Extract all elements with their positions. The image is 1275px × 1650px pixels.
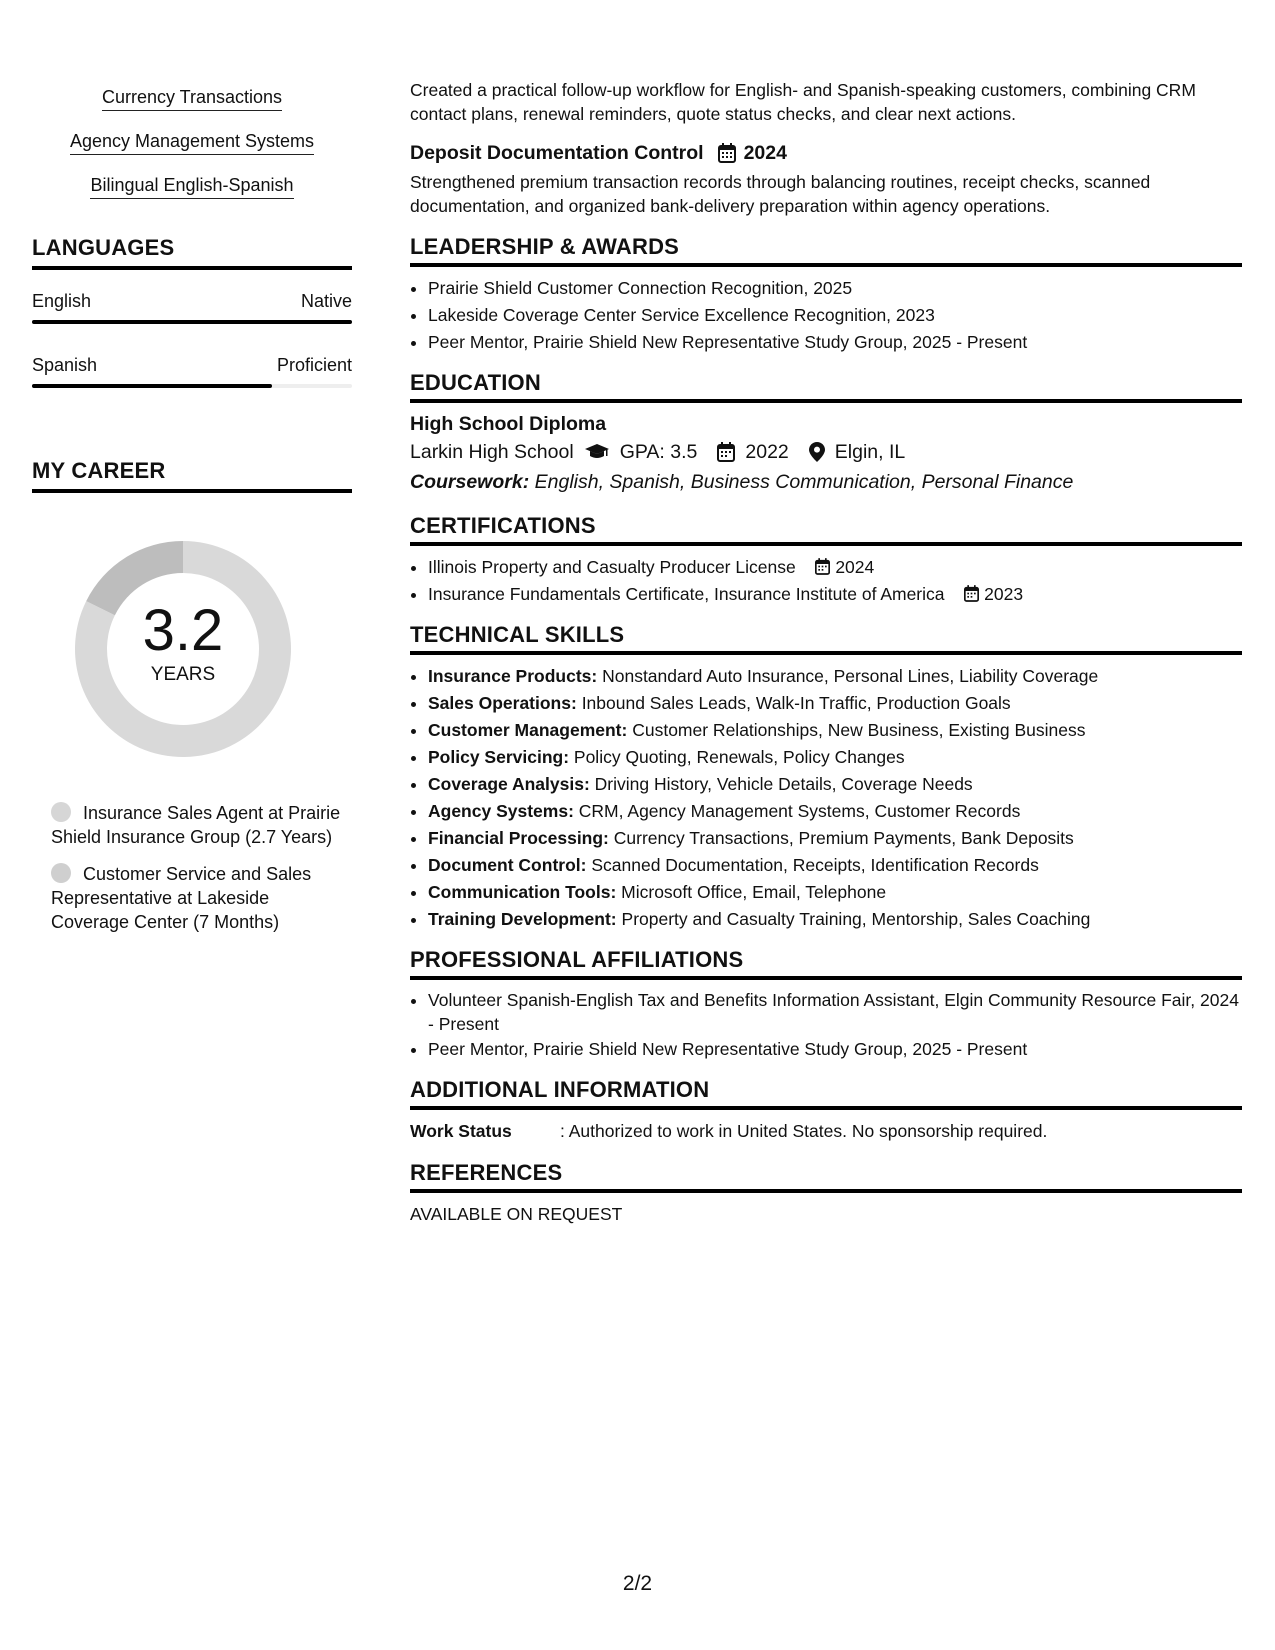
list-item: • Prairie Shield Customer Connection Recognition, 2025 [428,275,1242,302]
technical-skill-value: Inbound Sales Leads, Walk-In Traffic, Production Goals [581,693,1011,713]
main-content [410,78,1242,1227]
technical-skill-label: Financial Processing: [428,828,609,848]
technical-skills-list [410,663,1242,933]
technical-skill-item [428,663,1242,690]
list-item: • Volunteer Spanish-English Tax and Benefits Information Assistant, Elgin Community Resource Fair, 2024 - Present [428,988,1242,1036]
calendar-icon [964,585,979,602]
technical-skill-label: Agency Systems: [428,801,574,821]
education-coursework [410,467,1242,497]
affiliations-section [410,947,1242,1063]
technical-skill-value: Property and Casualty Training, Mentorship, Sales Coaching [621,909,1091,929]
certification-name: Insurance Fundamentals Certificate, Insurance Institute of America [428,584,945,604]
technical-skill-item [428,906,1242,933]
certifications-section [410,513,1242,608]
sidebar [32,86,352,947]
technical-skill-value: Currency Transactions, Premium Payments, Bank Deposits [613,828,1074,848]
language-bar-fill [32,384,272,388]
skill-tag[interactable]: Bilingual English-Spanish [90,174,293,199]
technical-skill-label: Policy Servicing: [428,747,570,767]
technical-skill-value: Customer Relationships, New Business, Existing Business [632,720,1086,740]
skill-tags [32,86,352,199]
calendar-icon [717,442,735,462]
work-status-value: : Authorized to work in United States. No sponsorship required. [560,1121,1048,1141]
technical-skill-value: Policy Quoting, Renewals, Policy Changes [573,747,905,767]
career-list [32,801,352,934]
project-year: 2024 [743,142,787,164]
language-level: Native [300,291,352,311]
education-section [410,370,1242,497]
location-pin-icon [809,442,825,462]
technical-skill-label: Communication Tools: [428,882,617,902]
certifications-heading: CERTIFICATIONS [410,513,1242,546]
technical-skill-label: Insurance Products: [428,666,598,686]
calendar-icon [718,143,736,163]
education-degree: High School Diploma [410,413,607,435]
technical-skill-item [428,825,1242,852]
list-item: • Peer Mentor, Prairie Shield New Representative Study Group, 2025 - Present [428,329,1242,356]
technical-skill-item [428,744,1242,771]
technical-skill-label: Training Development: [428,909,617,929]
project-title: Deposit Documentation Control [410,142,704,164]
technical-skills-section [410,622,1242,933]
work-status-key: Work Status [410,1121,512,1141]
career-total-value: 3.2 [142,598,224,663]
career-item [32,801,352,849]
technical-skill-value: Microsoft Office, Email, Telephone [621,882,887,902]
education-school: Larkin High School [410,441,574,463]
leadership-section [410,234,1242,356]
education-heading: EDUCATION [410,370,1242,403]
language-item [32,290,352,324]
language-bar [32,384,352,388]
education-location: Elgin, IL [834,441,906,463]
references-section [410,1160,1242,1227]
technical-skill-value: Nonstandard Auto Insurance, Personal Lines, Liability Coverage [602,666,1099,686]
career-donut-chart [63,529,303,769]
skill-tag[interactable]: Agency Management Systems [70,130,314,155]
career-dot-icon [51,863,71,883]
technical-skill-label: Document Control: [428,855,587,875]
language-name: English [32,291,92,311]
technical-skill-value: CRM, Agency Management Systems, Customer Records [578,801,1021,821]
career-item-text: Customer Service and Sales Representative at Lakeside Coverage Center (7 Months) [51,864,312,932]
language-bar-fill [32,320,352,324]
leadership-heading: LEADERSHIP & AWARDS [410,234,1242,267]
intro-paragraph: Created a practical follow-up workflow for English- and Spanish-speaking customers, combining CRM contact plans, renewal reminders, quote status checks, and clear next actions. [410,80,1196,124]
career-item [32,862,352,934]
additional-info-section [410,1077,1242,1144]
certification-item [428,581,1242,608]
certification-name: Illinois Property and Casualty Producer License [428,557,796,577]
affiliations-heading: PROFESSIONAL AFFILIATIONS [410,947,1242,980]
language-bar [32,320,352,324]
technical-skills-heading: TECHNICAL SKILLS [410,622,1242,655]
technical-skill-item [428,690,1242,717]
career-total-unit: YEARS [150,664,216,685]
references-heading: REFERENCES [410,1160,1242,1193]
technical-skill-value: Driving History, Vehicle Details, Coverage Needs [594,774,973,794]
project-title-row [410,140,1242,166]
coursework-value: English, Spanish, Business Communication, Personal Finance [534,471,1074,493]
project-description: Strengthened premium transaction records through balancing routines, receipt checks, scanned documentation, and organized bank-delivery preparation within agency operations. [410,172,1151,216]
technical-skill-value: Scanned Documentation, Receipts, Identification Records [591,855,1039,875]
leadership-list [410,275,1242,356]
career-item-text: Insurance Sales Agent at Prairie Shield Insurance Group (2.7 Years) [51,803,341,847]
technical-skill-label: Coverage Analysis: [428,774,590,794]
list-item: • Lakeside Coverage Center Service Excellence Recognition, 2023 [428,302,1242,329]
education-meta [410,437,1242,467]
affiliations-list [410,988,1242,1063]
technical-skill-item [428,798,1242,825]
work-status-row [410,1118,1242,1144]
technical-skill-item [428,771,1242,798]
graduation-cap-icon [584,443,610,461]
certification-year: 2023 [984,584,1024,604]
language-name: Spanish [32,355,98,375]
technical-skill-item [428,852,1242,879]
skill-tag[interactable]: Currency Transactions [102,86,282,111]
references-text: AVAILABLE ON REQUEST [410,1204,623,1224]
technical-skill-label: Sales Operations: [428,693,577,713]
language-level: Proficient [276,355,352,375]
additional-info-heading: ADDITIONAL INFORMATION [410,1077,1242,1110]
list-item: • Peer Mentor, Prairie Shield New Representative Study Group, 2025 - Present [428,1036,1242,1063]
certifications-list [410,554,1242,608]
coursework-label: Coursework: [410,471,530,493]
certification-year: 2024 [835,557,875,577]
page-number: 2/2 [622,1572,653,1595]
technical-skill-item [428,717,1242,744]
career-dot-icon [51,802,71,822]
language-item [32,354,352,388]
calendar-icon [815,558,830,575]
education-gpa: GPA: 3.5 [619,441,698,463]
certification-item [428,554,1242,581]
languages-heading: LANGUAGES [32,235,352,270]
technical-skill-item [428,879,1242,906]
career-heading: MY CAREER [32,458,352,493]
education-year: 2022 [745,441,789,463]
technical-skill-label: Customer Management: [428,720,628,740]
